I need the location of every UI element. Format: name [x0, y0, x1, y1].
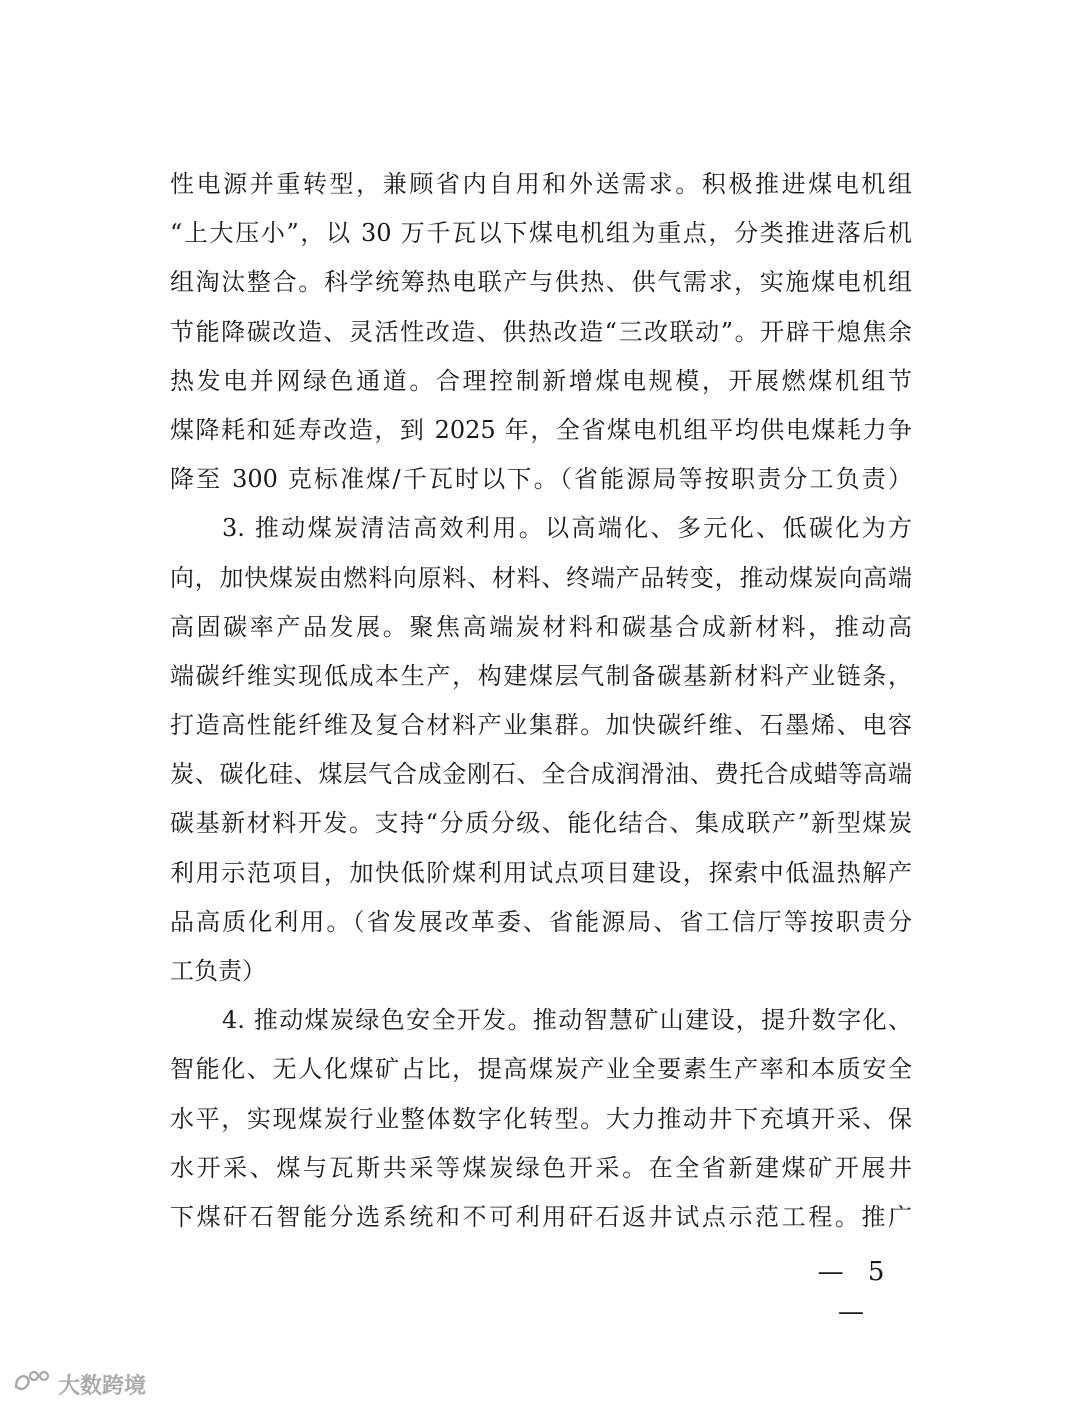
text-line: 水平，实现煤炭行业整体数字化转型。大力推动井下充填开采、保: [170, 1104, 912, 1133]
text-line: 工负责）: [170, 957, 266, 985]
page-number: — 5 —: [817, 1257, 893, 1327]
body-text: [170, 160, 912, 1242]
section-heading-line: 3. 推动煤炭清洁高效利用。以高端化、多元化、低碳化为方: [222, 514, 912, 543]
text-line: 品高质化利用。（省发展改革委、省能源局、省工信厅等按职责分: [170, 907, 912, 936]
text-line: 性电源并重转型，兼顾省内自用和外送需求。积极推进煤电机组: [170, 170, 912, 198]
text-line: 节能降碳改造、灵活性改造、供热改造“三改联动”。开辟干熄焦余: [170, 317, 912, 346]
text-line: 煤降耗和延寿改造，到 2025 年，全省煤电机组平均供电煤耗力争: [170, 415, 912, 444]
section-heading-line: 4. 推动煤炭绿色安全开发。推动智慧矿山建设，提升数字化、: [222, 1006, 912, 1035]
text-line: 组淘汰整合。科学统筹热电联产与供热、供气需求，实施煤电机组: [170, 268, 912, 297]
text-line: 智能化、无人化煤矿占比，提高煤炭产业全要素生产率和本质安全: [170, 1055, 912, 1084]
text-line: 向，加快煤炭由燃料向原料、材料、终端产品转变，推动煤炭向高端: [170, 563, 912, 592]
watermark: [12, 1368, 146, 1400]
text-line: 热发电并网绿色通道。合理控制新增煤电规模，开展燃煤机组节: [170, 366, 912, 395]
text-line: 炭、碳化硅、煤层气合成金刚石、全合成润滑油、费托合成蜡等高端: [170, 760, 912, 789]
text-line: “上大压小”，以 30 万千瓦以下煤电机组为重点，分类推进落后机: [170, 219, 912, 248]
text-line: 打造高性能纤维及复合材料产业集群。加快碳纤维、石墨烯、电容: [170, 711, 912, 740]
text-line: 高固碳率产品发展。聚焦高端炭材料和碳基合成新材料，推动高: [170, 612, 912, 641]
text-line: 端碳纤维实现低成本生产，构建煤层气制备碳基新材料产业链条，: [170, 661, 912, 690]
text-line: 降至 300 克标准煤/千瓦时以下。（省能源局等按职责分工负责）: [170, 465, 912, 494]
text-line: 水开采、煤与瓦斯共采等煤炭绿色开采。在全省新建煤矿开展井: [170, 1153, 912, 1182]
watermark-text: 大数跨境: [58, 1373, 147, 1399]
text-line: 碳基新材料开发。支持“分质分级、能化结合、集成联产”新型煤炭: [170, 809, 912, 838]
text-line: 下煤矸石智能分选系统和不可利用矸石返井试点示范工程。推广: [170, 1202, 912, 1231]
brand-logo-icon: [12, 1367, 52, 1401]
text-line: 利用示范项目，加快低阶煤利用试点项目建设，探索中低温热解产: [170, 858, 912, 887]
